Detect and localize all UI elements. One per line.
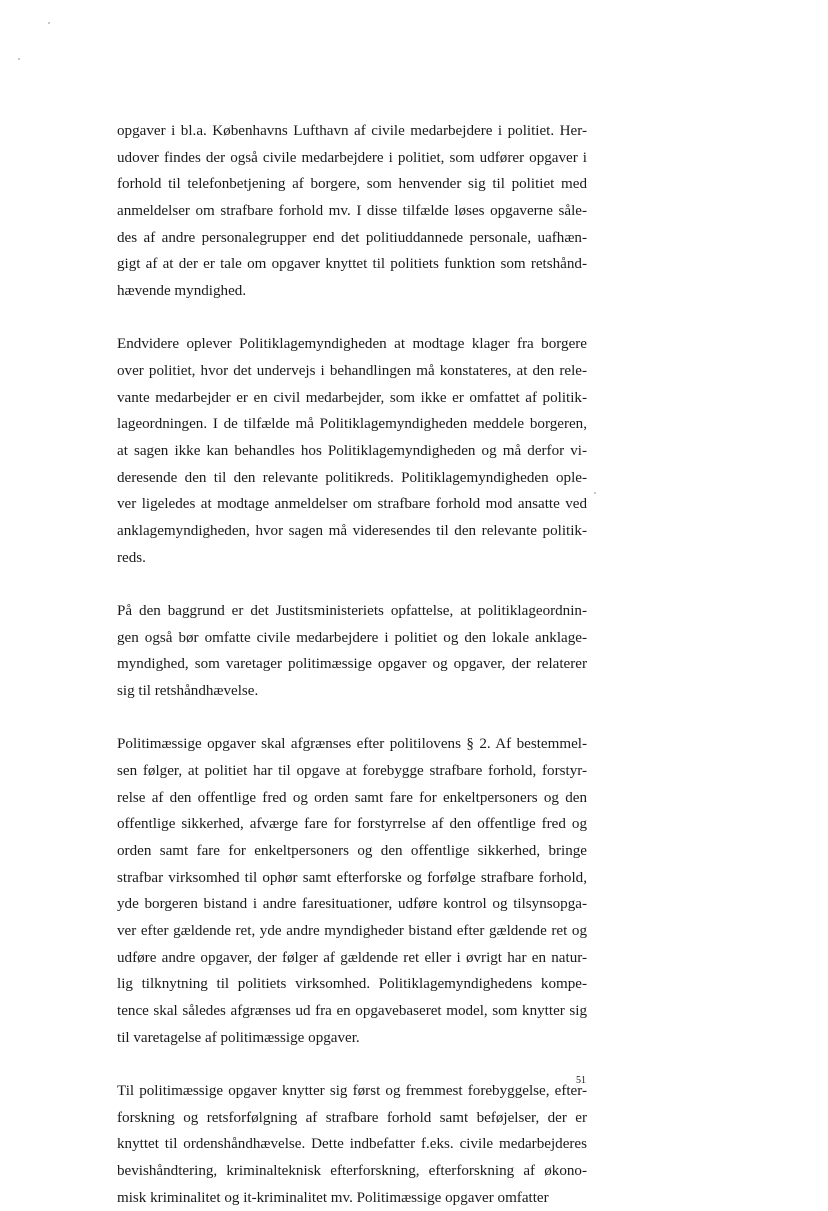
- text-line: vante medarbejder er en civil medarbejder, som ikke er omfattet af politik-: [117, 389, 587, 406]
- paragraph: [117, 1078, 587, 1211]
- text-line: sig til retshåndhævelse.: [117, 683, 259, 700]
- text-line: gigt af at der er tale om opgaver knyttet til politiets funktion som retshånd-: [117, 256, 587, 273]
- text-line: hævende myndighed.: [117, 283, 247, 300]
- text-line: forskning og retsforfølgning af strafbare forhold samt beføjelser, der er: [117, 1109, 587, 1126]
- text-line: anklagemyndigheden, hvor sagen må videresendes til den relevante politik-: [117, 523, 587, 540]
- text-line: myndighed, som varetager politimæssige opgaver og opgaver, der relaterer: [117, 656, 587, 673]
- text-line: forhold til telefonbetjening af borgere, som henvender sig til politiet med: [117, 176, 587, 193]
- paragraph-gap: [117, 705, 587, 732]
- text-line: relse af den offentlige fred og orden samt fare for enkeltpersoners og den: [117, 789, 587, 806]
- text-line: over politiet, hvor det undervejs i behandlingen må konstateres, at den rele-: [117, 363, 587, 379]
- text-line: Endvidere oplever Politiklagemyndigheden at modtage klager fra borgere: [117, 336, 587, 353]
- text-line: til varetagelse af politimæssige opgaver.: [117, 1029, 360, 1046]
- paragraph-gap: [117, 572, 587, 599]
- text-line: gen også bør omfatte civile medarbejdere i politiet og den lokale anklage-: [117, 629, 587, 646]
- text-line: knyttet til ordenshåndhævelse. Dette indbefatter f.eks. civile medarbejderes: [117, 1136, 587, 1153]
- page-number: 51: [576, 1075, 586, 1086]
- text-line: offentlige sikkerhed, afværge fare for forstyrrelse af den offentlige fred og: [117, 816, 587, 833]
- text-line: lig tilknytning til politiets virksomhed. Politiklagemyndighedens kompe-: [117, 976, 587, 993]
- text-line: misk kriminalitet og it-kriminalitet mv. Politimæssige opgaver omfatter: [117, 1189, 549, 1206]
- text-line: opgaver i bl.a. Københavns Lufthavn af civile medarbejdere i politiet. Her-: [117, 123, 587, 139]
- text-line: orden samt fare for enkeltpersoners og den offentlige sikkerhed, bringe: [117, 843, 587, 859]
- text-line: at sagen ikke kan behandles hos Politiklagemyndigheden og må derfor vi-: [117, 443, 587, 460]
- text-line: strafbar virksomhed til ophør samt efterforske og forfølge strafbare forhold,: [117, 869, 587, 886]
- paragraph-gap: [117, 305, 587, 332]
- scan-speck: [48, 22, 50, 24]
- text-line: des af andre personalegrupper end det politiuddannede personale, uafhæn-: [117, 229, 587, 246]
- paragraph: [117, 598, 587, 705]
- text-line: anmeldelser om strafbare forhold mv. I disse tilfælde løses opgaverne såle-: [117, 203, 587, 220]
- scan-speck: [594, 492, 596, 494]
- scan-speck: [18, 58, 20, 60]
- text-line: udføre andre opgaver, der følger af gældende ret eller i øvrigt har en natur-: [117, 949, 587, 966]
- paragraph: [117, 331, 587, 571]
- text-line: udover findes der også civile medarbejdere i politiet, som udfører opgaver i: [117, 149, 587, 166]
- text-line: ver efter gældende ret, yde andre myndigheder bistand efter gældende ret og: [117, 923, 587, 940]
- text-line: ver ligeledes at modtage anmeldelser om strafbare forhold mod ansatte ved: [117, 496, 587, 513]
- text-line: tence skal således afgrænses ud fra en opgavebaseret model, som knytter sig: [117, 1003, 587, 1020]
- text-line: yde borgeren bistand i andre faresituationer, udføre kontrol og tilsynsopga-: [117, 896, 587, 913]
- text-line: Politimæssige opgaver skal afgrænses efter politilovens § 2. Af bestemmel-: [117, 736, 587, 753]
- text-line: reds.: [117, 549, 146, 566]
- paragraph: [117, 118, 587, 305]
- text-line: lageordningen. I de tilfælde må Politiklagemyndigheden meddele borgeren,: [117, 416, 587, 433]
- paragraph-gap: [117, 1052, 587, 1079]
- text-line: Til politimæssige opgaver knytter sig først og fremmest forebyggelse, efter-: [117, 1083, 587, 1099]
- text-line: sen følger, at politiet har til opgave at forebygge strafbare forhold, forstyr-: [117, 762, 587, 779]
- body-text: [117, 118, 587, 1211]
- text-line: På den baggrund er det Justitsministeriets opfattelse, at politiklageordnin-: [117, 603, 587, 619]
- paragraph: [117, 731, 587, 1051]
- text-line: bevishåndtering, kriminalteknisk efterforskning, efterforskning af økono-: [117, 1163, 587, 1180]
- text-line: deresende den til den relevante politikreds. Politiklagemyndigheden ople-: [117, 469, 587, 486]
